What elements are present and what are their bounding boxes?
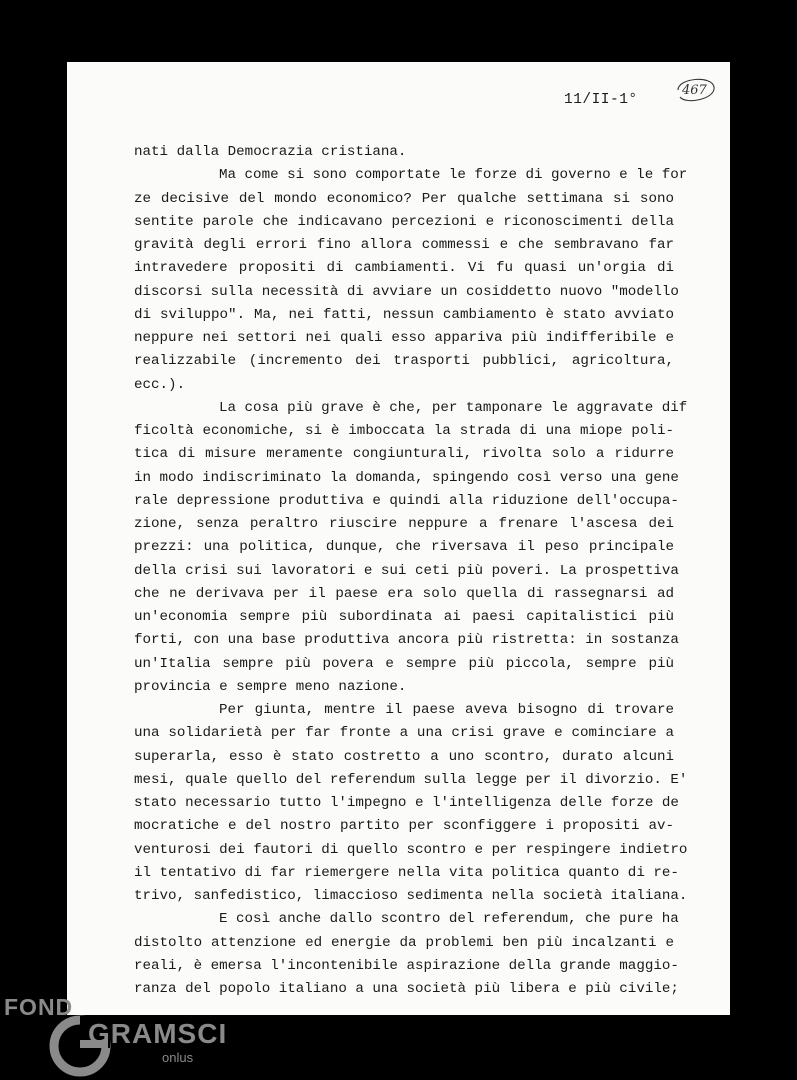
document-page <box>67 62 730 1015</box>
text-line: mocratiche e del nostro partito per sconfiggere i propositi av- <box>134 818 674 835</box>
watermark-gramsci: GRAMSCI <box>88 1018 228 1049</box>
body-text <box>134 141 688 1001</box>
text-line: distolto attenzione ed energie da problemi ben più incalzanti e <box>134 934 674 951</box>
watermark-logo <box>0 990 228 1080</box>
text-line: mesi, quale quello del referendum sulla legge per il divorzio. E' <box>134 771 688 788</box>
text-line: provincia e sempre meno nazione. <box>134 678 407 695</box>
text-line: il tentativo di far riemergere nella vita politica quanto di re- <box>134 864 679 881</box>
text-line: nati dalla Democrazia cristiana. <box>134 144 407 160</box>
text-line: di sviluppo". Ma, nei fatti, nessun cambiamento è stato avviato <box>134 306 674 323</box>
text-line: rale depressione produttiva e quindi alla riduzione dell'occupa- <box>134 492 679 509</box>
text-line: sentite parole che indicavano percezioni e riconoscimenti della <box>134 213 674 230</box>
text-line: zione, senza peraltro riuscire neppure a frenare l'ascesa dei <box>134 516 674 532</box>
text-line: E così anche dallo scontro del referendum, che pure ha <box>219 911 679 928</box>
text-line: discorsi sulla necessità di avviare un cosiddetto nuovo "modello <box>134 283 679 300</box>
text-line: un'Italia sempre più povera e sempre più piccola, sempre più <box>134 655 674 672</box>
watermark-onlus: onlus <box>162 1050 194 1065</box>
text-line: trivo, sanfedistico, limaccioso sedimenta nella società italiana. <box>134 888 688 904</box>
text-line: prezzi: una politica, dunque, che riversava il peso principale <box>134 539 674 556</box>
text-line: reali, è emersa l'incontenibile aspirazione della grande maggio- <box>134 957 679 974</box>
text-line: una solidarietà per far fronte a una crisi grave e cominciare a <box>134 725 674 742</box>
handwritten-number-text: 467 <box>682 83 707 98</box>
text-line: neppure nei settori nei quali esso appariva più indifferibile e <box>134 330 674 346</box>
text-line: Per giunta, mentre il paese aveva bisogno di trovare <box>219 702 674 718</box>
text-line: che ne derivava per il paese era solo quella di rassegnarsi ad <box>134 585 674 602</box>
text-line: stato necessario tutto l'impegno e l'intelligenza delle forze de <box>134 795 679 811</box>
text-line: venturosi dei fautori di quello scontro e per respingere indietro <box>134 841 688 858</box>
text-line: Ma come si sono comportate le forze di governo e le for <box>219 167 688 184</box>
text-line: superarla, esso è stato costretto a uno scontro, durato alcuni <box>134 748 674 765</box>
text-line: ranza del popolo italiano a una società più libera e più civile; <box>134 981 679 997</box>
text-line: un'economia sempre più subordinata ai paesi capitalistici più <box>134 609 674 625</box>
handwritten-page-number <box>672 73 718 107</box>
text-line: intravedere propositi di cambiamenti. Vi fu quasi un'orgia di <box>134 260 674 277</box>
watermark-fond: FOND <box>4 994 74 1020</box>
text-line: forti, con una base produttiva ancora più ristretta: in sostanza <box>134 632 679 649</box>
page-reference: 11/II-1° <box>564 92 638 108</box>
text-line: tica di misure meramente congiunturali, rivolta solo a ridurre <box>134 446 674 463</box>
text-line: gravità degli errori fino allora commessi e che sembravano far <box>134 237 674 253</box>
text-line: ficoltà economiche, si è imboccata la strada di una miope poli- <box>134 423 674 439</box>
text-line: ecc.). <box>134 376 186 393</box>
text-line: ze decisive del mondo economico? Per qualche settimana si sono <box>134 190 674 207</box>
text-line: della crisi sui lavoratori e sui ceti più poveri. La prospettiva <box>134 562 679 579</box>
text-line: realizzabile (incremento dei trasporti pubblici, agricoltura, <box>134 353 674 370</box>
text-line: in modo indiscriminato la domanda, spingendo così verso una gene <box>134 469 679 486</box>
text-line: La cosa più grave è che, per tamponare le aggravate dif <box>219 399 688 416</box>
